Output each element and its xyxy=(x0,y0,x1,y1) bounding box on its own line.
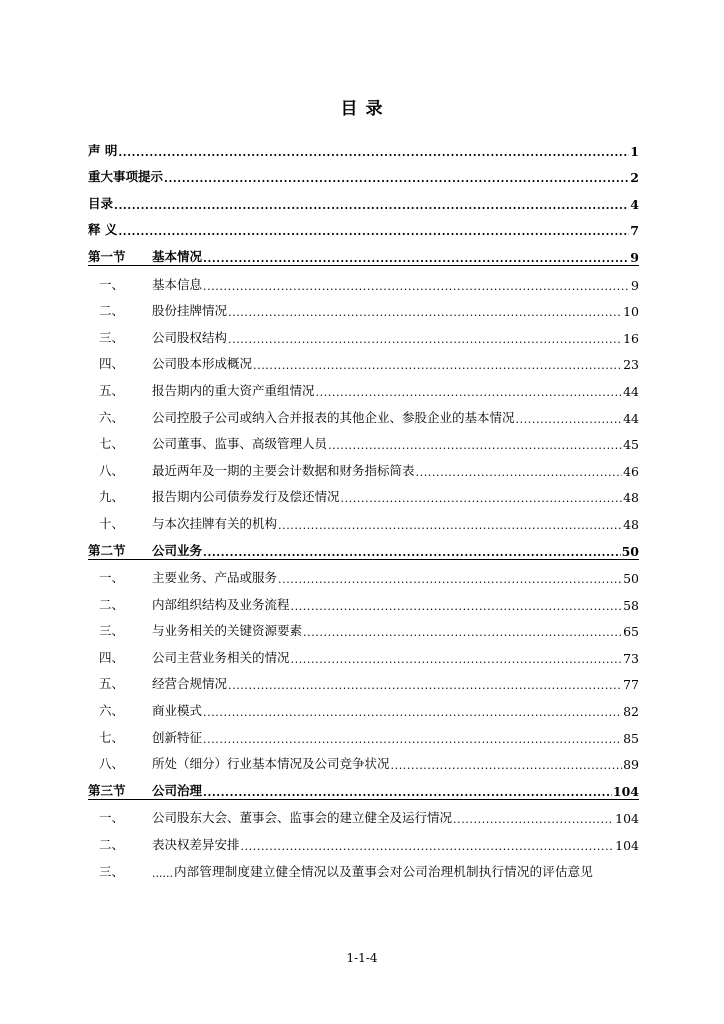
toc-entry-label: 基本情况 xyxy=(152,248,203,264)
toc-entry-label: 目录 xyxy=(88,195,114,211)
toc-entry[interactable] xyxy=(88,159,639,186)
toc-page-number: 4 xyxy=(630,196,639,212)
toc-entry[interactable] xyxy=(88,238,639,266)
toc-entry[interactable] xyxy=(88,479,639,506)
toc-entry[interactable] xyxy=(88,692,639,719)
toc-dot-leader xyxy=(203,279,630,293)
toc-page-number: 85 xyxy=(623,730,639,746)
toc-entry-label: 公司控股子公司或纳入合并报表的其他企业、参股企业的基本情况 xyxy=(152,409,515,425)
toc-entry-label: 报告期内的重大资产重组情况 xyxy=(152,382,315,398)
toc-entry[interactable] xyxy=(88,452,639,479)
toc-entry-label: 主要业务、产品或服务 xyxy=(152,570,278,586)
toc-entry-number: 五、 xyxy=(99,382,125,398)
toc-entry-number: 二、 xyxy=(99,303,125,319)
toc-dot-leader xyxy=(203,732,622,746)
toc-entry[interactable] xyxy=(88,532,639,560)
toc-entry-number: 三、 xyxy=(99,863,125,879)
toc-entry-label: 公司股东大会、董事会、监事会的建立健全及运行情况 xyxy=(152,810,453,826)
toc-entry-label: 公司董事、监事、高级管理人员 xyxy=(152,436,328,452)
toc-dot-leader xyxy=(118,224,629,238)
toc-entry-number: 第三节 xyxy=(88,782,126,798)
toc-entry[interactable] xyxy=(88,666,639,693)
toc-entry-label: 内部管理制度建立健全情况以及董事会对公司治理机制执行情况的评估意见 xyxy=(173,863,594,879)
toc-entry-number: 七、 xyxy=(99,436,125,452)
toc-entry[interactable] xyxy=(88,399,639,426)
toc-dot-leader xyxy=(114,198,629,212)
toc-entry-label: 最近两年及一期的主要会计数据和财务指标简表 xyxy=(152,462,415,478)
toc-dot-leader xyxy=(341,491,623,505)
toc-entry-number: 二、 xyxy=(99,596,125,612)
toc-entry[interactable] xyxy=(88,372,639,399)
toc-entry-label: 股份挂牌情况 xyxy=(152,303,228,319)
toc-entry[interactable] xyxy=(88,613,639,640)
toc-entry[interactable] xyxy=(88,132,639,159)
toc-entry-label: 与业务相关的关键资源要素 xyxy=(152,623,303,639)
toc-entry-number: 一、 xyxy=(99,570,125,586)
toc-entry-number: 七、 xyxy=(99,729,125,745)
toc-entry[interactable] xyxy=(88,319,639,346)
toc-dot-leader xyxy=(303,625,622,639)
toc-entry-number: 一、 xyxy=(99,276,125,292)
toc-dot-leader xyxy=(253,358,622,372)
toc-entry-number: 六、 xyxy=(99,409,125,425)
page-number: 1-1-4 xyxy=(346,951,378,965)
toc-entry-label: 报告期内公司债券发行及偿还情况 xyxy=(152,489,340,505)
toc-dot-leader xyxy=(228,305,622,319)
toc-page-number: 50 xyxy=(623,571,639,587)
toc-page-number: 104 xyxy=(615,811,639,827)
toc-entry-number: 四、 xyxy=(99,356,125,372)
toc-dot-leader xyxy=(278,518,622,532)
toc-page-number: 1 xyxy=(630,143,639,159)
toc-dot-leader xyxy=(164,171,629,185)
toc-dot-leader xyxy=(316,385,623,399)
toc-entry-label: 公司股本形成概况 xyxy=(152,356,253,372)
toc-dot-leader xyxy=(291,652,623,666)
toc-entry-number: 九、 xyxy=(99,489,125,505)
toc-entry-label: 与本次挂牌有关的机构 xyxy=(152,515,278,531)
toc-page-number: 77 xyxy=(623,677,639,693)
toc-page-number: 82 xyxy=(623,704,639,720)
toc-dot-leader xyxy=(203,251,629,265)
toc-page-number: 89 xyxy=(623,757,639,773)
toc-entry-label: 公司治理 xyxy=(152,782,203,798)
toc-entry[interactable] xyxy=(88,719,639,746)
toc-page-number: 65 xyxy=(623,624,639,640)
toc-dot-leader xyxy=(228,332,622,346)
toc-dot-leader xyxy=(203,705,622,719)
toc-dot-leader xyxy=(278,572,622,586)
toc-title: 目 录 xyxy=(340,99,384,119)
toc-page-number: 9 xyxy=(631,277,639,293)
toc-page-number: 44 xyxy=(623,410,639,426)
toc-entry[interactable] xyxy=(88,212,639,239)
toc-entry-label: 经营合规情况 xyxy=(152,676,228,692)
toc-entry[interactable] xyxy=(88,560,639,587)
toc-entry-number: 一、 xyxy=(99,810,125,826)
toc-entry[interactable] xyxy=(88,346,639,373)
toc-entry-label: 内部组织结构及业务流程 xyxy=(152,596,290,612)
toc-page-number: 48 xyxy=(623,516,639,532)
toc-entry-number: 三、 xyxy=(99,329,125,345)
toc-entry[interactable] xyxy=(88,772,639,800)
toc-entry[interactable] xyxy=(88,586,639,613)
toc-page-number: 58 xyxy=(623,597,639,613)
toc-entry-number: 六、 xyxy=(99,703,125,719)
toc-entry[interactable] xyxy=(88,505,639,532)
toc-page-number: 9 xyxy=(630,249,639,265)
toc-entry-label: 公司业务 xyxy=(152,542,203,558)
toc-entry[interactable] xyxy=(88,826,639,853)
toc-page-number: 48 xyxy=(623,490,639,506)
toc-entry-label: 公司主营业务相关的情况 xyxy=(152,649,290,665)
toc-leader: ...... xyxy=(152,866,173,880)
toc-entry-label: 创新特征 xyxy=(152,729,203,745)
toc-page-number: 2 xyxy=(630,170,639,186)
toc-page-number: 7 xyxy=(630,223,639,239)
toc-entry[interactable] xyxy=(88,746,639,773)
toc-page-number: 10 xyxy=(623,304,639,320)
toc-entry-number: 第二节 xyxy=(88,542,126,558)
toc-dot-leader xyxy=(328,438,622,452)
toc-entry-label: 表决权差异安排 xyxy=(152,837,240,853)
toc-entry-label: 基本信息 xyxy=(152,276,203,292)
toc-dot-leader xyxy=(416,465,623,479)
toc-page-number: 46 xyxy=(623,463,639,479)
toc-entry-number: 三、 xyxy=(99,623,125,639)
toc-dot-leader xyxy=(516,412,623,426)
toc-entry-label: 重大事项提示 xyxy=(88,169,164,185)
toc-dot-leader xyxy=(453,812,614,826)
toc-entry-label: 声 明 xyxy=(88,142,118,158)
toc-dot-leader xyxy=(203,785,612,799)
toc-entry[interactable] xyxy=(88,266,639,293)
toc-entry[interactable] xyxy=(88,293,639,320)
toc-entry-label: 所处（细分）行业基本情况及公司竞争状况 xyxy=(152,756,390,772)
toc-entry-number: 四、 xyxy=(99,649,125,665)
toc-page-number: 16 xyxy=(623,330,639,346)
toc-dot-leader xyxy=(391,758,623,772)
toc-page-number: 73 xyxy=(623,650,639,666)
toc-dot-leader xyxy=(241,839,615,853)
toc-entry[interactable] xyxy=(88,800,639,827)
toc-entry-label: 释 义 xyxy=(88,222,118,238)
toc-page-number: 23 xyxy=(623,357,639,373)
toc-entry-last[interactable] xyxy=(88,853,639,880)
toc-page-number: 44 xyxy=(623,383,639,399)
toc-entry[interactable] xyxy=(88,426,639,453)
toc-entry-label: 商业模式 xyxy=(152,703,203,719)
toc-page-number: 45 xyxy=(623,437,639,453)
toc-dot-leader xyxy=(291,599,623,613)
toc-entry-number: 第一节 xyxy=(88,248,126,264)
toc-entry-number: 八、 xyxy=(99,756,125,772)
toc-page-number: 50 xyxy=(621,543,639,559)
table-of-contents xyxy=(88,132,639,880)
toc-page-number: 104 xyxy=(612,783,639,799)
toc-entry-number: 十、 xyxy=(99,515,125,531)
toc-entry-label: 公司股权结构 xyxy=(152,329,228,345)
toc-entry-number: 五、 xyxy=(99,676,125,692)
toc-entry-number: 八、 xyxy=(99,462,125,478)
toc-entry[interactable] xyxy=(88,639,639,666)
toc-dot-leader xyxy=(118,145,629,159)
toc-dot-leader xyxy=(228,678,622,692)
toc-dot-leader xyxy=(203,545,621,559)
toc-entry-number: 二、 xyxy=(99,837,125,853)
toc-entry[interactable] xyxy=(88,185,639,212)
toc-page-number: 104 xyxy=(615,838,639,854)
